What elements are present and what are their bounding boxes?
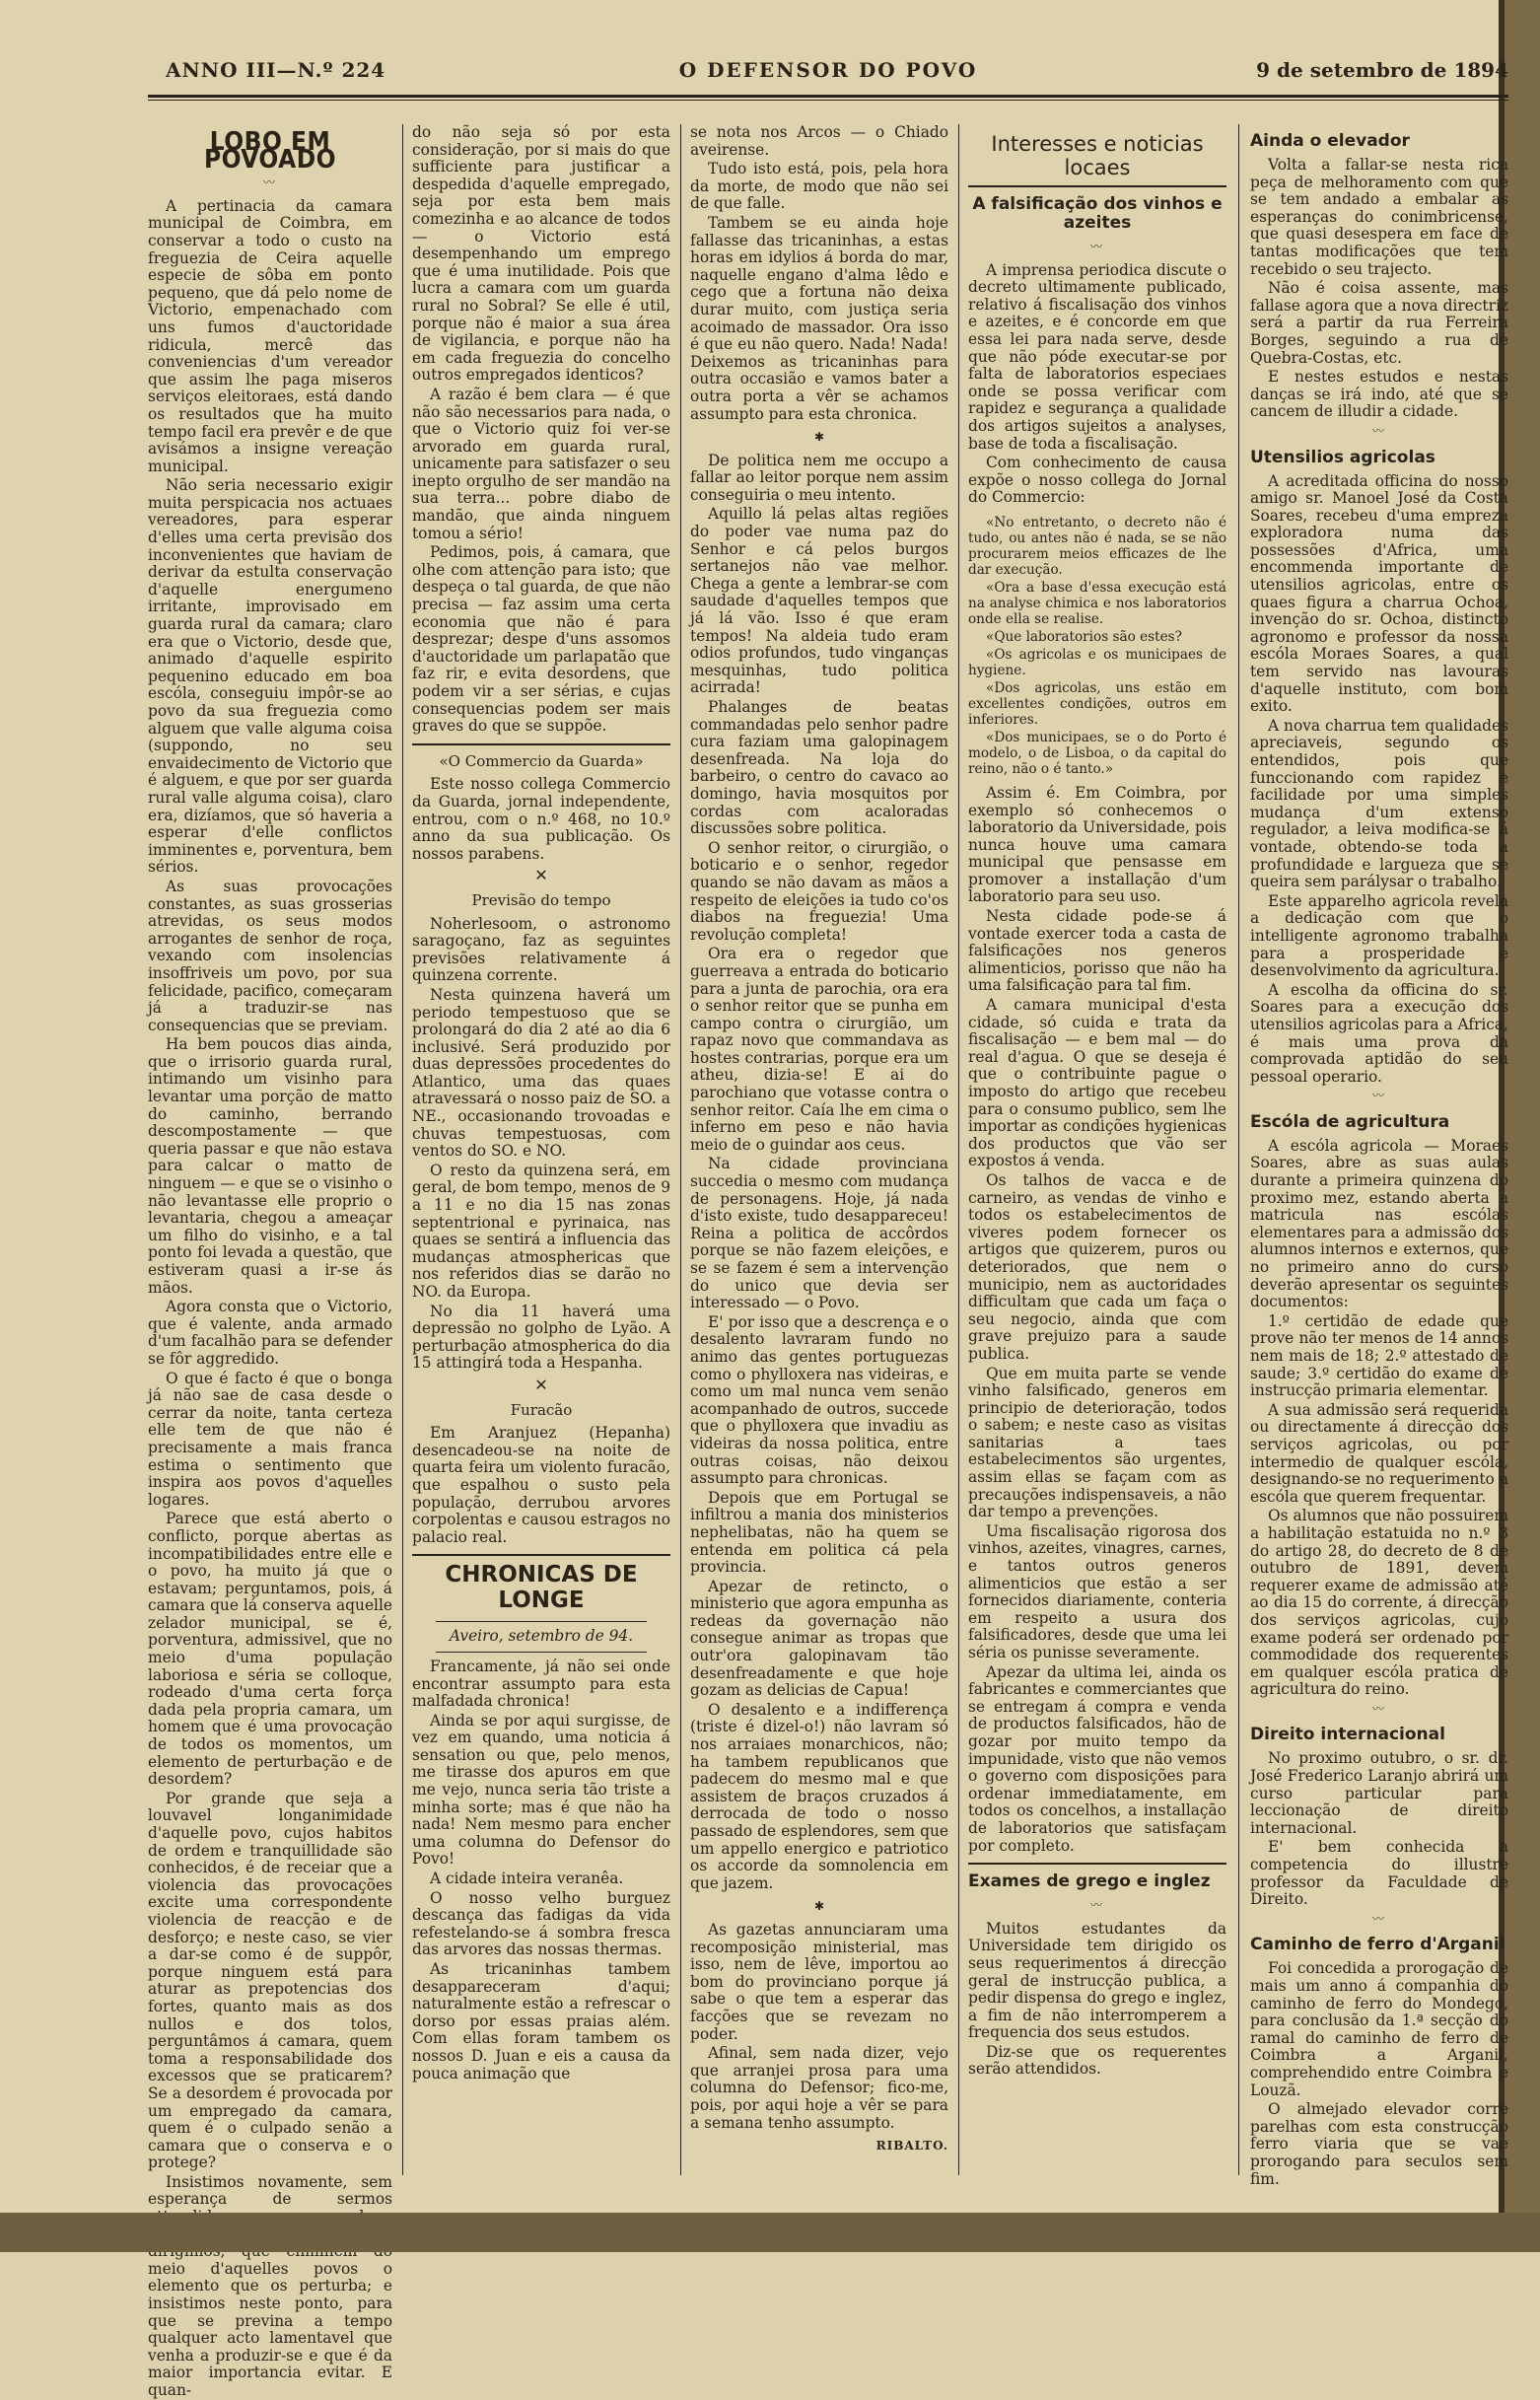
paragraph: Nesta quinzena haverá um periodo tempestuoso que se prolongará do dia 2 até ao dia 6 inclusivé. Será produzido por duas depressões procedentes do Atlantico, uma das quaes atravessará o nosso paiz de SO. a NE., occasionando trovoadas e chuvas tempestuosas, com ventos do SO. e NO. bbox=[412, 985, 670, 1161]
paragraph: Tudo isto está, pois, pela hora da morte, de modo que não sei de que falle. bbox=[690, 160, 948, 213]
paragraph: Apezar da ultima lei, ainda os fabricantes e commerciantes que se entregam á compra e venda de productos falsificados, hão de gozar por muito tempo da impunidade, visto que não vemos o governo com disposições para ordenar immediatamente, em todos os concelhos, a installação de laboratorios que satisfaçam por completo. bbox=[968, 1662, 1226, 1855]
separator-star: ✱ bbox=[813, 430, 825, 445]
paragraph: Por grande que seja a louvavel longanimidade d'aquelle povo, cujos habitos de ordem e tranquillidade são conhecidos, é de receiar que a violencia das provocações excite uma correspondente violencia de reacção e de desforço; e neste caso, se vier a dar-se como é de suppôr, porque ninguem está para aturar as prepotencias dos fortes, quanto mais as dos nullos e dos tolos, perguntâmos á camara, quem toma a responsabilidade dos excessos que se praticarem? Se a desordem é provocada por um empregado da camara, quem é o culpado senão a camara que o conserva e o protege? bbox=[148, 1789, 392, 2172]
separator-cross: ✕ bbox=[534, 1375, 548, 1394]
paragraph: Foi concedida a prorogação de mais um anno á companhia do caminho de ferro do Mondego, para conclusão da 1.ª secção do ramal do caminho de ferro de Coimbra a Arganil, comprehendido entre Coimbra e Louzã. bbox=[1250, 1959, 1508, 2099]
paragraph: Ora era o regedor que guerreava a entrada do boticario para a junta de parochia, ora era o senhor reitor que se punha em campo contra o cirurgião, um rapaz novo que commandava as hostes contrarias, porque era um atheu, dizia-se! E ai do parochiano que votasse contra o senhor reitor. Caía lhe em cima o inferno em peso e não havia meio de o guindar aos ceus. bbox=[690, 945, 948, 1154]
paragraph: Pedimos, pois, á camara, que olhe com attenção para isto; que despeça o tal guarda, de que não precisa — faz assim uma certa economia que não é para desprezar; despe d'uns assomos d'auctoridade um parlapatão que faz rir, e evita desordens, que podem vir a ser sérias, e cujas consequencias podem ser mais graves do que se suppõe. bbox=[412, 543, 670, 736]
masthead-rule-thin bbox=[148, 100, 1508, 101]
section-title: «O Commercio da Guarda» bbox=[439, 751, 644, 770]
paragraph: As gazetas annunciaram uma recomposição ministerial, mas isso, nem de lêve, importou ao bom do provinciano porque já sabe o que tem a esperar das facções que se revezam no poder. bbox=[690, 1920, 948, 2043]
paragraph: Diz-se que os requerentes serão attendidos. bbox=[968, 2042, 1226, 2079]
paragraph: A razão é bem clara — é que não são necessarios para nada, o que o Victorio quiz foi ver-se arvorado em guarda rural, unicamente para satisfazer o seu inepto orgulho de ser mandão na sua terra... pobre diabo de mandão, que ainda ninguem tomou a sério! bbox=[412, 385, 670, 542]
article-title: Escóla de agricultura bbox=[1250, 1111, 1450, 1132]
article-title: Caminho de ferro d'Arganil bbox=[1250, 1935, 1505, 1955]
paragraph: As suas provocações constantes, as suas grosserias atrevidas, os seus modos arrogantes de senhor de roça, vexando com insolencias insoffriveis um povo, por sua felicidade, pacifico, começaram já a traduzir-se nas consequencias que se previam. bbox=[148, 877, 392, 1034]
title-rule bbox=[436, 1652, 647, 1653]
column-divider bbox=[1238, 124, 1239, 2175]
issue-date: 9 de setembro de 1894 bbox=[1256, 58, 1508, 82]
paragraph: No proximo outubro, o sr. dr. José Frederico Laranjo abrirá um curso particular para leccionação de direito internacional. bbox=[1250, 1749, 1508, 1837]
paragraph: Este nosso collega Commercio da Guarda, jornal independente, entrou, com o n.º 468, no 10.º anno da sua publicação. Os nossos parabens. bbox=[412, 775, 670, 863]
paragraph: A nova charrua tem qualidades apreciaveis, segundo os entendidos, pois que funccionando com rapidez e facilidade por uma simples mudança d'um extenso regulador, a leiva modifica-se á vontade, obtendo-se toda a profundidade e largueza que se queira sem parálysar o trabalho. bbox=[1250, 716, 1508, 891]
paragraph: Depois que em Portugal se infiltrou a mania dos ministerios nephelibatas, não ha quem se entenda em politica cá pela provincia. bbox=[690, 1488, 948, 1577]
paragraph: O senhor reitor, o cirurgião, o boticario e o senhor, regedor quando se não davam as mãos a respeito de eleições ia tudo co'os diabos na freguezia! Uma revolução completa! bbox=[690, 838, 948, 944]
paragraph: As tricaninhas tambem desappareceram d'aqui; naturalmente estão a refrescar o dorso por essas praias além. Com ellas foram tambem os nossos D. Juan e eis a causa da pouca animação que bbox=[412, 1960, 670, 2082]
paragraph: A escolha da officina do sr. Soares para a execução dos utensilios agricolas para a Africa, é mais uma prova da comprovada aptidão do seu pessoal operario. bbox=[1250, 980, 1508, 1086]
article-title: Ainda o elevador bbox=[1250, 131, 1410, 151]
quote-line: «Dos municipaes, se o do Porto é modelo, o de Lisboa, o da capital do reino, não o é tanto.» bbox=[968, 729, 1226, 777]
paragraph: se nota nos Arcos — o Chiado aveirense. bbox=[690, 123, 948, 159]
separator-star: ✱ bbox=[813, 1899, 825, 1914]
paragraph: A pertinacia da camara municipal de Coimbra, em conservar a todo o custo na freguezia de Ceira aquelle especie de sôba em ponto pequeno, que dá pelo nome de Victorio, empenachado com uns fumos d'auctoridade ridicula, mercê das conveniencias d'um vereador que assim lhe paga miseros serviços eleitoraes, está dando os resultados que ha muito tempo facil era prevêr e de que avisámos a insigne vereação municipal. bbox=[148, 196, 392, 475]
masthead-rule bbox=[148, 95, 1508, 98]
column-5 bbox=[1250, 124, 1508, 2188]
dateline: Aveiro, setembro de 94. bbox=[449, 1627, 634, 1646]
paragraph: E nestes estudos e nestas danças se irá indo, até que se cancem de illudir a cidade. bbox=[1250, 368, 1508, 421]
paragraph: do não seja só por esta consideração, por si mais do que sufficiente para justificar a despedida d'aquelle empregado, seja por esta bem mais comezinha e ao alcance de todos — o Victorio está desempenhando um emprego que é uma inutilidade. Pois que lucra a camara com um guarda rural no Sobral? Se elle é util, porque não é maior a sua área de vigilancia, e porque não ha em cada freguezia do concelho outros empregados identicos? bbox=[412, 123, 670, 385]
paragraph: Não é coisa assente, mas fallase agora que a nova directriz será a partir da rua Ferreira Borges, seguindo a rua de Quebra-Costas, etc. bbox=[1250, 279, 1508, 367]
paragraph: A cidade inteira veranêa. bbox=[430, 1870, 624, 1888]
author-signature: RIBALTO. bbox=[875, 2139, 948, 2153]
paragraph: Parece que está aberto o conflicto, porque abertas as incompatibilidades entre elle e o povo, ha muito já que o estavam; perguntamos, pois, á camara que lá conserva aquelle zelador municipal, se é, porventura, admissivel, que no meio d'uma população laboriosa e séria se colloque, rodeado d'uma certa força dada pela propria camara, um homem que é uma provocação de todos os momentos, um elemento de perturbação e de desordem? bbox=[148, 1510, 392, 1789]
paragraph: Phalanges de beatas commandadas pelo senhor padre cura faziam uma galopinagem desenfreada. Na loja do barbeiro, o centro do cavaco ao domingo, havia mosquitos por cordas com acaloradas discussões sobre politica. bbox=[690, 698, 948, 838]
paragraph: Ainda se por aqui surgisse, de vez em quando, uma noticia á sensation ou que, pelo menos, me tirasse dos apuros em que me vejo, nunca seria tão triste a minha sorte; mas é que não ha nada! Nem mesmo para encher uma columna do Defensor do Povo! bbox=[412, 1711, 670, 1869]
section-rule bbox=[968, 1863, 1226, 1865]
article-title: A falsificação dos vinhos e azeites bbox=[972, 194, 1223, 233]
masthead bbox=[148, 54, 1508, 88]
quote-line: «No entretanto, o decreto não é tudo, ou antes não é nada, se se não procurarem meios efficazes de lhe dar execução. bbox=[968, 514, 1226, 578]
paragraph: Noherlesoom, o astronomo saragoçano, faz as seguintes previsões relativamente á quinzena corrente. bbox=[412, 914, 670, 985]
paragraph: O nosso velho burguez descança das fadigas da vida refestelando-se á sombra fresca das arvores das nossas thermas. bbox=[412, 1888, 670, 1959]
section-title: Furacão bbox=[510, 1400, 573, 1419]
paragraph: Aquillo lá pelas altas regiões do poder vae numa paz do Senhor e cá pelos burgos sertanejos não vae melhor. Chega a gente a lembrar-se com saudade d'aquelles tempos que já lá vão. Isso é que eram tempos! Na aldeia tudo eram odios profundos, tudo vinganças mesquinhas, tudo politica acirrada! bbox=[690, 505, 948, 697]
paragraph: Afinal, sem nada dizer, vejo que arranjei prosa para uma columna do Defensor; fico-me, pois, por aqui hoje a vêr se para a semana tenho assumpto. bbox=[690, 2044, 948, 2132]
paragraph: Volta a fallar-se nesta rica peça de melhoramento com que se tem andado a embalar as esperanças do conimbricense, que quasi desespera em face de tantas modificações que tem recebido o seu trajecto. bbox=[1250, 156, 1508, 278]
ornament: 〰 bbox=[262, 176, 277, 190]
paragraph: Agora consta que o Victorio, que é valente, anda armado d'um facalhão para se defender se fôr aggredido. bbox=[148, 1298, 392, 1368]
column-1 bbox=[148, 124, 392, 2399]
column-3 bbox=[690, 124, 948, 2185]
paragraph: A camara municipal d'esta cidade, só cuida e trata da fiscalisação — e bem mal — do real d'agua. O que se deseja é que o contribuinte pague o imposto do artigo que recebeu para o consumo publico, sem lhe importar as condições hygienicas dos productos que vão ser expostos á venda. bbox=[968, 996, 1226, 1170]
paragraph: O desalento e a indifferença (triste é dizel-o!) não lavram só nos arraiaes monarchicos, não; ha tambem republicanos que padecem do mesmo mal e que assistem de braços cruzados á derrocada de todo o nosso passado de esplendores, sem que um appello energico e patriotico os accorde da somnolencia em que jazem. bbox=[690, 1700, 948, 1892]
paragraph: Os alumnos que não possuirem a habilitação estatuida no n.º 3 do artigo 28, do decreto de 8 de outubro de 1891, devem requerer exame de admissão até ao dia 15 do corrente, á direcção dos serviços agricolas, cujo exame poderá ser ordenado por commodidade dos requerentes em qualquer escóla pratica de agricultura do reino. bbox=[1250, 1507, 1508, 1699]
section-title: Previsão do tempo bbox=[471, 890, 611, 909]
column-divider bbox=[958, 124, 959, 2175]
issue-number: ANNO III—N.º 224 bbox=[166, 58, 386, 82]
paragraph: De politica nem me occupo a fallar ao leitor porque nem assim conseguiria o meu intento. bbox=[690, 451, 948, 504]
paragraph: No dia 11 haverá uma depressão no golpho de Lyão. A perturbação atmospherica do dia 15 attingirá toda a Hespanha. bbox=[412, 1302, 670, 1373]
article-title: LOBO EM POVOADO bbox=[203, 127, 337, 175]
ornament: 〰 bbox=[1371, 1701, 1386, 1716]
ornament: 〰 bbox=[1089, 240, 1104, 253]
column-4 bbox=[968, 124, 1226, 2185]
ornament: 〰 bbox=[1371, 423, 1386, 438]
column-divider bbox=[680, 124, 681, 2175]
chronicle-title: CHRONICAS DE LONGE bbox=[412, 1554, 670, 1613]
paragraph: E' bem conhecida a competencia do illustre professor da Faculdade de Direito. bbox=[1250, 1838, 1508, 1909]
section-heading: Interesses e noticias locaes bbox=[968, 132, 1226, 187]
paragraph: A imprensa periodica discute o decreto ultimamente publicado, relativo á fiscalisação dos vinhos e azeites, e é concorde em que essa lei para nada serve, desde que não póde executar-se por falta de laboratorios especiaes onde se possa verificar com rapidez e segurança a qualidade dos artigos sujeitos a analyses, base de toda a fiscalisação. bbox=[968, 260, 1226, 453]
paragraph: Apezar de retincto, o ministerio que agora empunha as redeas da governação não consegue animar as tropas que outr'ora galopinavam tão desenfreadamente e que hoje gozam as delicias de Capua! bbox=[690, 1577, 948, 1700]
paragraph: Insistimos novamente, sem esperança de sermos meio d'aquelles povos o elemento que os perturba; e insistimos neste ponto, para que se previna a tempo qualquer acto lamentavel que venha a produzir-se e que é da maior importancia evitar. E quan- bbox=[148, 2172, 392, 2399]
title-rule bbox=[436, 1621, 647, 1622]
paragraph: A acreditada officina do nosso amigo sr. Manoel José da Costa Soares, recebeu d'uma empreza exploradora numa das possessões d'Africa, uma encommenda importante de utensilios agricolas, entre os quaes figura a charrua Ochoa, invenção do sr. Ochoa, distincto agronomo e professor da nossa escóla Moraes Soares, a qual tem servido nas lavouras d'aquelle instituto, com bom exito. bbox=[1250, 471, 1508, 716]
paragraph: 1.º certidão de edade que prove não ter menos de 14 annos nem mais de 18; 2.º attestado de saude; 3.º certidão do exame de instrucção primaria elementar. bbox=[1250, 1311, 1508, 1400]
paragraph: A escóla agricola — Moraes Soares, abre as suas aulas durante a primeira quinzena do proximo mez, estando aberta a matricula nas escólas elementares para a admissão dos alumnos internos e externos, que no primeiro anno do curso deverão apresentar os seguintes documentos: bbox=[1250, 1136, 1508, 1311]
section-rule bbox=[412, 743, 670, 745]
paragraph: Com conhecimento de causa expõe o nosso collega do Jornal do Commercio: bbox=[968, 454, 1226, 507]
column-2 bbox=[412, 124, 670, 2185]
paragraph: Francamente, já não sei onde encontrar assumpto para esta malfadada chronica! bbox=[412, 1657, 670, 1711]
ornament: 〰 bbox=[1089, 1898, 1104, 1913]
quote-line: «Os agricolas e os municipaes de hygiene. bbox=[968, 646, 1226, 678]
paragraph: Assim é. Em Coimbra, por exemplo só conhecemos o laboratorio da Universidade, pois nunca houve uma camara municipal que pensasse em promover a installação d'um laboratorio para seu uso. bbox=[968, 783, 1226, 906]
column-divider bbox=[402, 124, 403, 2175]
ornament: 〰 bbox=[1371, 1911, 1386, 1926]
paragraph: Em Aranjuez (Hepanha) desencadeou-se na noite de quarta feira um violento furacão, que espalhou o susto pela população, derrubou arvores corpolentas e causou estragos no palacio real. bbox=[412, 1424, 670, 1546]
paragraph: O resto da quinzena será, em geral, de bom tempo, menos de 9 a 11 e no dia 15 nas zonas septentrional e pyrinaica, nas quaes se sentirá a influencia das mudanças atmosphericas que nos referidos dias se darão no NO. da Europa. bbox=[412, 1161, 670, 1301]
paragraph: Não seria necessario exigir muita perspicacia nos actuaes vereadores, para esperar d'elles uma certa previsão dos inconvenientes que haviam de derivar da estulta conservação d'aquelle energumeno irritante, improvisado em guarda rural da camara; claro era que o Victorio, desde que, animado d'aquelle espirito pequenino educado em boa escóla, conseguiu impôr-se ao povo da sua freguezia como alguem que valle alguma coisa (suppondo, no seu envaidecimento de Victorio que é alguem, e que por ser guarda rural valle alguma coisa), claro era, dizíamos, que só haveria a esperar d'elle conflictos imminentes e, porventura, bem sérios. bbox=[148, 476, 392, 877]
ornament: 〰 bbox=[1371, 1089, 1386, 1103]
article-title: Direito internacional bbox=[1250, 1725, 1445, 1745]
paragraph: Nesta cidade pode-se á vontade exercer toda a casta de falsificações nos generos alimenticios, porisso que não ha uma falsificação para tal fim. bbox=[968, 907, 1226, 995]
paragraph: Este apparelho agricola revela a dedicação com que o intelligente agronomo trabalha para a prosperidade e desenvolvimento da agricultura. bbox=[1250, 891, 1508, 980]
paragraph: Muitos estudantes da Universidade tem dirigido os seus requerimentos á direcção geral de instrucção publica, a pedir dispensa do grego e inglez, a fim de não interromperem a frequencia dos seus estudos. bbox=[968, 1919, 1226, 2042]
article-title: Exames de grego e inglez bbox=[968, 1871, 1211, 1892]
page-edge bbox=[1505, 0, 1540, 2252]
paragraph: Que em muita parte se vende vinho falsificado, generos em principio de deterioração, todos o sabem; e neste caso as visitas sanitarias a taes estabelecimentos são urgentes, assim ellas se façam com as precauções indispensaveis, a não dar tempo a prevenções. bbox=[968, 1364, 1226, 1521]
paragraph: Ha bem poucos dias ainda, que o irrisorio guarda rural, intimando um visinho para levantar uma porção de matto do caminho, berrando descompostamente — que queria passar e que não estava para calcar o matto de ninguem — e que se o visinho o não levantasse elle proprio o levantaria, chegou a ameaçar um filho do visinho, e a tal ponto foi levada a questão, que estiveram quasi a ir-se ás mãos. bbox=[148, 1035, 392, 1297]
newspaper-title: O DEFENSOR DO POVO bbox=[678, 58, 978, 82]
article-title: Utensilios agricolas bbox=[1250, 447, 1435, 467]
paragraph: A sua admissão será requerida ou directamente á direcção dos serviços agricolas, ou por intermedio de qualquer escóla, designando-se no requerimento a escóla que querem frequentar. bbox=[1250, 1400, 1508, 1506]
paragraph: Na cidade provinciana succedia o mesmo com mudança de personagens. Hoje, já nada d'isto existe, tudo desappareceu! Reina a politica de accôrdos porque se não fazem eleições, e se se fazem é sem a intervenção do unico que devia ser interessado — o Povo. bbox=[690, 1155, 948, 1312]
page-bottom-edge bbox=[0, 2213, 1540, 2252]
quote-line: «Que laboratorios são estes? bbox=[986, 628, 1182, 645]
paragraph: Uma fiscalisação rigorosa dos vinhos, azeites, vinagres, carnes, e tantos outros generos alimenticios que estão a ser fornecidos diariamente, conteria em respeito a usura dos falsificadores, desde que uma lei séria os punisse severamente. bbox=[968, 1521, 1226, 1661]
paragraph: O que é facto é que o bonga já não sae de casa desde o cerrar da noite, tanta certeza elle tem de que não é precisamente a mais franca estima o sentimento que inspira aos povos d'aquelles logares. bbox=[148, 1369, 392, 1509]
quote-line: «Ora a base d'essa execução está na analyse chimica e nos laboratorios onde ella se realise. bbox=[968, 579, 1226, 627]
paragraph: O almejado elevador corre parelhas com esta construcção ferro viaria que se vae prorogando para seculos sem fim. bbox=[1250, 2100, 1508, 2188]
quote-line: «Dos agricolas, uns estão em excellentes condições, outros em inferiores. bbox=[968, 679, 1226, 728]
paragraph: Tambem se eu ainda hoje fallasse das tricaninhas, a estas horas em idylios á borda do mar, naquelle engano d'alma lêdo e cego que a fortuna não deixa durar muito, com justiça seria acoimado de massador. Ora isso é que eu não quero. Nada! Nada! Deixemos as tricaninhas para outra occasião e vamos bater a outra porta a vêr se achamos assumpto para esta chronica. bbox=[690, 213, 948, 423]
paragraph: Os talhos de vacca e de carneiro, as vendas de vinho e todos os estabelecimentos de viveres podem fornecer os artigos que quizerem, puros ou deteriorados, que nem o municipio, nem as auctoridades difficultam que cada um faça o seu negocio, ainda que com grave prejuizo para a saude publica. bbox=[968, 1170, 1226, 1363]
separator-cross: ✕ bbox=[534, 866, 548, 885]
paragraph: E' por isso que a descrença e o desalento lavraram fundo no animo das gentes portuguezas como o phylloxera nas videiras, e como um mal nunca vem senão acompanhado de outros, succede que o phylloxera que invadiu as videiras da nossa politica, entre outras coisas, não deixou assumpto para chronicas. bbox=[690, 1312, 948, 1488]
